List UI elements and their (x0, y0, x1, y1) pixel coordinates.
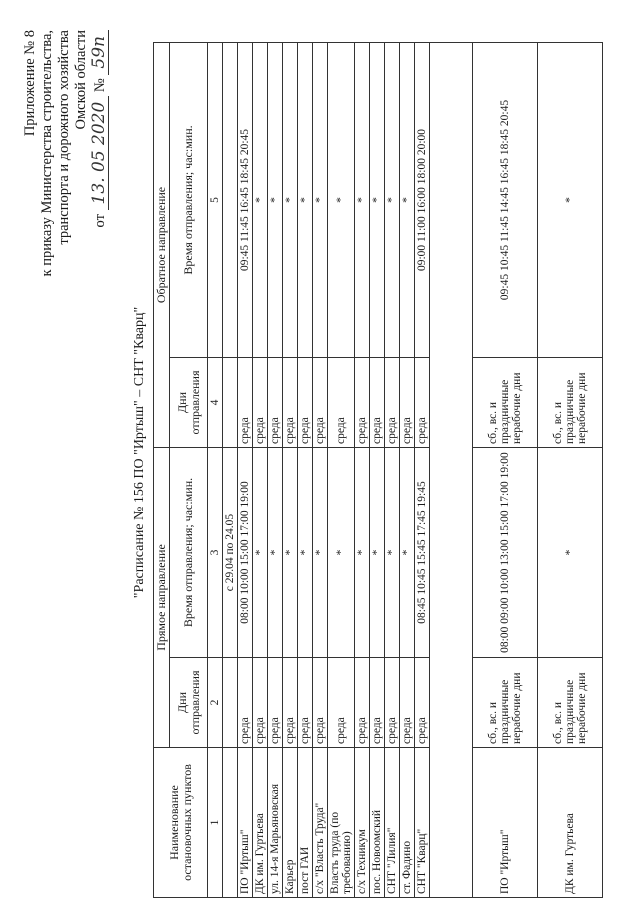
forward-time-cell: * (400, 448, 415, 658)
table-row (283, 42, 298, 897)
from-label: от (92, 214, 108, 228)
schedule-section-weekday (238, 42, 430, 897)
forward-time-cell: * (328, 448, 355, 658)
forward-days-cell: среда (328, 658, 355, 748)
backward-days-cell: среда (355, 358, 370, 448)
forward-days-cell: среда (415, 658, 430, 748)
backward-time-cell: * (328, 42, 355, 357)
forward-days-cell: среда (400, 658, 415, 748)
backward-days-cell: среда (370, 358, 385, 448)
stop-name-cell: СНТ "Кварц" (415, 748, 430, 898)
forward-days-cell: среда (238, 658, 253, 748)
forward-time-cell: * (370, 448, 385, 658)
backward-time-cell: 09:45 11:45 16:45 18:45 20:45 (238, 42, 253, 357)
stop-name-cell: Карьер (283, 748, 298, 898)
order-line-1: к приказу Министерства строительства, (39, 30, 55, 277)
order-reference (91, 30, 109, 276)
column-number: 4 (208, 358, 223, 448)
header-backward-time: Время отправления; час:мин. (170, 42, 208, 357)
backward-time-cell: 09:45 10:45 11:45 14:45 16:45 18:45 20:45 (473, 42, 538, 357)
forward-days-cell: среда (370, 658, 385, 748)
forward-time-cell: * (355, 448, 370, 658)
forward-days-cell: среда (268, 658, 283, 748)
backward-time-cell: * (538, 42, 603, 357)
backward-time-cell: * (313, 42, 328, 357)
backward-time-cell: * (385, 42, 400, 357)
stop-name-cell: пос. Новоомский (370, 748, 385, 898)
table-row (415, 42, 430, 897)
schedule-section-weekend (473, 42, 603, 897)
table-row (253, 42, 268, 897)
backward-days-cell: среда (253, 358, 268, 448)
header-forward-direction: Прямое направление (154, 448, 170, 748)
backward-time-cell: * (283, 42, 298, 357)
backward-time-cell: * (298, 42, 313, 357)
backward-days-cell: сб., вс. и праздничные нерабочие дни (538, 358, 603, 448)
table-row (268, 42, 283, 897)
forward-time-cell: * (298, 448, 313, 658)
section-separator (430, 42, 473, 897)
backward-time-cell: * (400, 42, 415, 357)
schedule-body-period (223, 42, 238, 897)
stop-name-cell: ст. Фадино (400, 748, 415, 898)
forward-time-cell: * (538, 448, 603, 658)
forward-time-cell: 08:00 10:00 15:00 17:00 19:00 (238, 448, 253, 658)
backward-days-cell: среда (385, 358, 400, 448)
stop-name-cell: ДК им. Гуртьева (538, 748, 603, 898)
forward-days-cell: среда (283, 658, 298, 748)
backward-days-cell: среда (298, 358, 313, 448)
period-label: с 29.04 по 24.05 (223, 448, 238, 658)
table-row (473, 42, 538, 897)
header-backward-direction: Обратное направление (154, 42, 170, 447)
header-stop-name: Наименование остановочных пунктов (154, 748, 208, 898)
table-header (154, 42, 223, 897)
backward-days-cell: среда (313, 358, 328, 448)
forward-days-cell: среда (253, 658, 268, 748)
forward-time-cell: * (253, 448, 268, 658)
header-forward-days: Дни отправления (170, 658, 208, 748)
backward-days-cell: среда (328, 358, 355, 448)
forward-days-cell: сб., вс. и праздничные нерабочие дни (473, 658, 538, 748)
forward-time-cell: * (313, 448, 328, 658)
stop-name-cell: с/х "Власть Труда" (313, 748, 328, 898)
table-row (238, 42, 253, 897)
forward-time-cell: * (385, 448, 400, 658)
backward-days-cell: среда (238, 358, 253, 448)
stop-name-cell: пост ГАИ (298, 748, 313, 898)
forward-days-cell: среда (298, 658, 313, 748)
column-number: 3 (208, 448, 223, 658)
forward-days-cell: среда (355, 658, 370, 748)
column-number: 1 (208, 748, 223, 898)
backward-days-cell: среда (283, 358, 298, 448)
appendix-label: Приложение № 8 (22, 30, 38, 137)
stop-name-cell: СНТ "Лилия" (385, 748, 400, 898)
appendix-header (22, 30, 109, 276)
backward-days-cell: среда (400, 358, 415, 448)
table-row (538, 42, 603, 897)
table-row (328, 42, 355, 897)
order-number: 59п (91, 30, 109, 75)
stop-name-cell: ПО "Иртыш" (238, 748, 253, 898)
forward-time-cell: * (283, 448, 298, 658)
backward-time-cell: * (253, 42, 268, 357)
forward-time-cell: 08:00 09:00 10:00 13:00 15:00 17:00 19:00 (473, 448, 538, 658)
order-line-2: транспорта и дорожного хозяйства (56, 30, 72, 245)
backward-time-cell: * (370, 42, 385, 357)
table-row (385, 42, 400, 897)
backward-time-cell: * (268, 42, 283, 357)
forward-time-cell: * (268, 448, 283, 658)
backward-time-cell: * (355, 42, 370, 357)
header-backward-days: Дни отправления (170, 358, 208, 448)
stop-name-cell: ДК им. Гуртьева (253, 748, 268, 898)
stop-name-cell: с/х Техникум (355, 748, 370, 898)
schedule-table (153, 42, 603, 898)
backward-days-cell: сб., вс. и праздничные нерабочие дни (473, 358, 538, 448)
header-forward-time: Время отправления; час:мин. (170, 448, 208, 658)
number-label: № (92, 78, 108, 93)
column-number: 5 (208, 42, 223, 357)
backward-time-cell: 09:00 11:00 16:00 18:00 20:00 (415, 42, 430, 357)
schedule-title: "Расписание № 156 ПО "Иртыш" – СНТ "Кварц" (132, 306, 147, 599)
stop-name-cell: Власть труда (по требованию) (328, 748, 355, 898)
table-row (355, 42, 370, 897)
column-number: 2 (208, 658, 223, 748)
forward-days-cell: среда (385, 658, 400, 748)
table-row (400, 42, 415, 897)
backward-days-cell: среда (415, 358, 430, 448)
order-line-3: Омской области (73, 30, 89, 130)
forward-time-cell: 08:45 10:45 15:45 17:45 19:45 (415, 448, 430, 658)
stop-name-cell: ул. 14-я Марьяновская (268, 748, 283, 898)
table-row (313, 42, 328, 897)
stop-name-cell: ПО "Иртыш" (473, 748, 538, 898)
order-date: 13. 05 2020 (91, 96, 109, 211)
backward-days-cell: среда (268, 358, 283, 448)
forward-days-cell: среда (313, 658, 328, 748)
forward-days-cell: сб., вс. и праздничные нерабочие дни (538, 658, 603, 748)
table-row (298, 42, 313, 897)
table-row (370, 42, 385, 897)
